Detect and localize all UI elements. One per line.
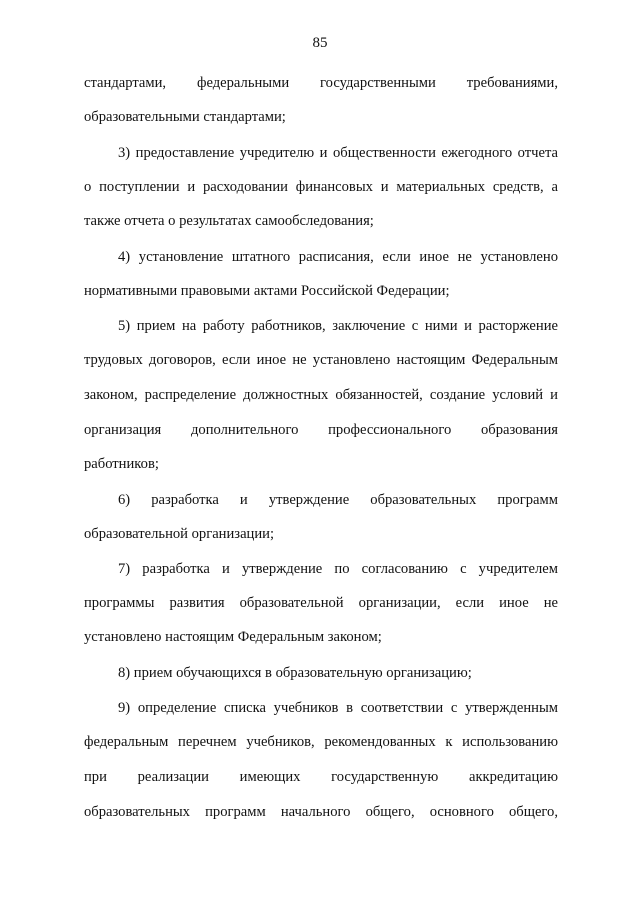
text-line: при реализации имеющих государственную аккредитацию xyxy=(84,769,558,785)
text-line: 3) предоставление учредителю и общественности ежегодного отчета xyxy=(118,145,558,161)
text-line: также отчета о результатах самообследования; xyxy=(84,213,374,229)
text-line: нормативными правовыми актами Российской Федерации; xyxy=(84,283,450,299)
text-line: 4) установление штатного расписания, если иное не установлено xyxy=(118,249,558,265)
text-line: стандартами, федеральными государственными требованиями, xyxy=(84,75,558,91)
text-line: о поступлении и расходовании финансовых и материальных средств, а xyxy=(84,179,558,195)
text-line: работников; xyxy=(84,456,159,472)
text-line: трудовых договоров, если иное не установлено настоящим Федеральным xyxy=(84,352,558,368)
text-line: образовательных программ начального общего, основного общего, xyxy=(84,804,558,820)
text-line: программы развития образовательной организации, если иное не xyxy=(84,595,558,611)
text-line: установлено настоящим Федеральным законом; xyxy=(84,629,382,645)
text-line: образовательными стандартами; xyxy=(84,109,286,125)
text-line: 6) разработка и утверждение образовательных программ xyxy=(118,492,558,508)
text-line: 7) разработка и утверждение по согласованию с учредителем xyxy=(118,561,558,577)
text-line: 8) прием обучающихся в образовательную организацию; xyxy=(118,665,472,681)
text-line: организация дополнительного профессионального образования xyxy=(84,422,558,438)
text-line: образовательной организации; xyxy=(84,526,275,542)
text-line: 5) прием на работу работников, заключение с ними и расторжение xyxy=(118,318,558,334)
text-line: 9) определение списка учебников в соответствии с утвержденным xyxy=(118,700,558,716)
text-line: законом, распределение должностных обязанностей, создание условий и xyxy=(84,387,558,403)
text-line: федеральным перечнем учебников, рекомендованных к использованию xyxy=(84,734,558,750)
page-number: 85 xyxy=(312,35,328,51)
